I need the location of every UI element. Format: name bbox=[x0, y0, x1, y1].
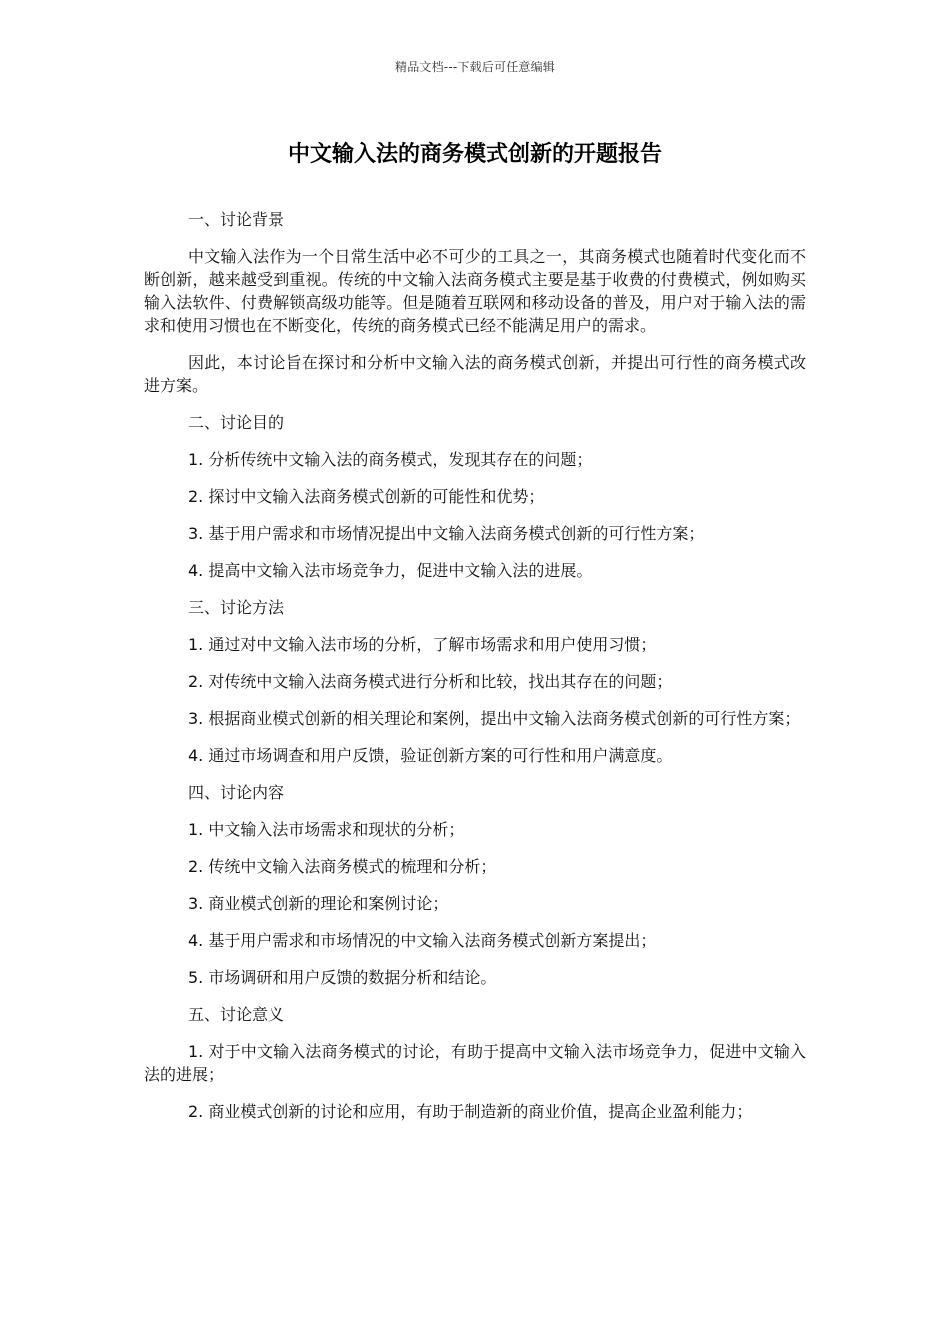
section-heading-objectives: 二、讨论目的 bbox=[188, 413, 285, 432]
paragraph-purpose-intro: 因此，本讨论旨在探讨和分析中文输入法的商务模式创新，并提出可行性的商务模式改进方案。 bbox=[144, 353, 806, 395]
section-heading-methods: 三、讨论方法 bbox=[188, 598, 285, 617]
list-item: 1. 中文输入法市场需求和现状的分析； bbox=[188, 820, 465, 839]
list-item: 1. 分析传统中文输入法的商务模式，发现其存在的问题； bbox=[188, 450, 593, 469]
section-heading-background: 一、讨论背景 bbox=[188, 210, 285, 229]
list-item: 1. 通过对中文输入法市场的分析，了解市场需求和用户使用习惯； bbox=[188, 635, 657, 654]
list-item: 4. 提高中文输入法市场竞争力，促进中文输入法的进展。 bbox=[188, 561, 593, 580]
list-item: 4. 通过市场调查和用户反馈，验证创新方案的可行性和用户满意度。 bbox=[188, 746, 673, 765]
list-item: 4. 基于用户需求和市场情况的中文输入法商务模式创新方案提出； bbox=[188, 931, 657, 950]
section-heading-significance: 五、讨论意义 bbox=[188, 1005, 285, 1024]
document-title: 中文输入法的商务模式创新的开题报告 bbox=[287, 142, 662, 167]
list-item: 5. 市场调研和用户反馈的数据分析和结论。 bbox=[188, 968, 497, 987]
list-item: 3. 基于用户需求和市场情况提出中文输入法商务模式创新的可行性方案； bbox=[188, 524, 705, 543]
document-body bbox=[144, 208, 806, 1137]
list-item: 3. 商业模式创新的理论和案例讨论； bbox=[188, 894, 449, 913]
list-item: 2. 探讨中文输入法商务模式创新的可能性和优势； bbox=[188, 487, 545, 506]
list-item: 3. 根据商业模式创新的相关理论和案例，提出中文输入法商务模式创新的可行性方案； bbox=[188, 709, 801, 728]
section-heading-content: 四、讨论内容 bbox=[188, 783, 285, 802]
list-item: 2. 商业模式创新的讨论和应用，有助于制造新的商业价值，提高企业盈利能力； bbox=[188, 1102, 753, 1121]
paragraph-background: 中文输入法作为一个日常生活中必不可少的工具之一，其商务模式也随着时代变化而不断创新，越来越受到重视。传统的中文输入法商务模式主要是基于收费的付费模式，例如购买输入法软件、付费解锁高级功能等。但是随着互联网和移动设备的普及，用户对于输入法的需求和使用习惯也在不断变化，传统的商务模式已经不能满足用户的需求。 bbox=[144, 247, 806, 335]
header-note: 精品文档---下载后可任意编辑 bbox=[395, 60, 555, 74]
list-item: 1. 对于中文输入法商务模式的讨论，有助于提高中文输入法市场竞争力，促进中文输入法的进展； bbox=[144, 1042, 806, 1084]
list-item: 2. 对传统中文输入法商务模式进行分析和比较，找出其存在的问题； bbox=[188, 672, 673, 691]
list-item: 2. 传统中文输入法商务模式的梳理和分析； bbox=[188, 857, 497, 876]
